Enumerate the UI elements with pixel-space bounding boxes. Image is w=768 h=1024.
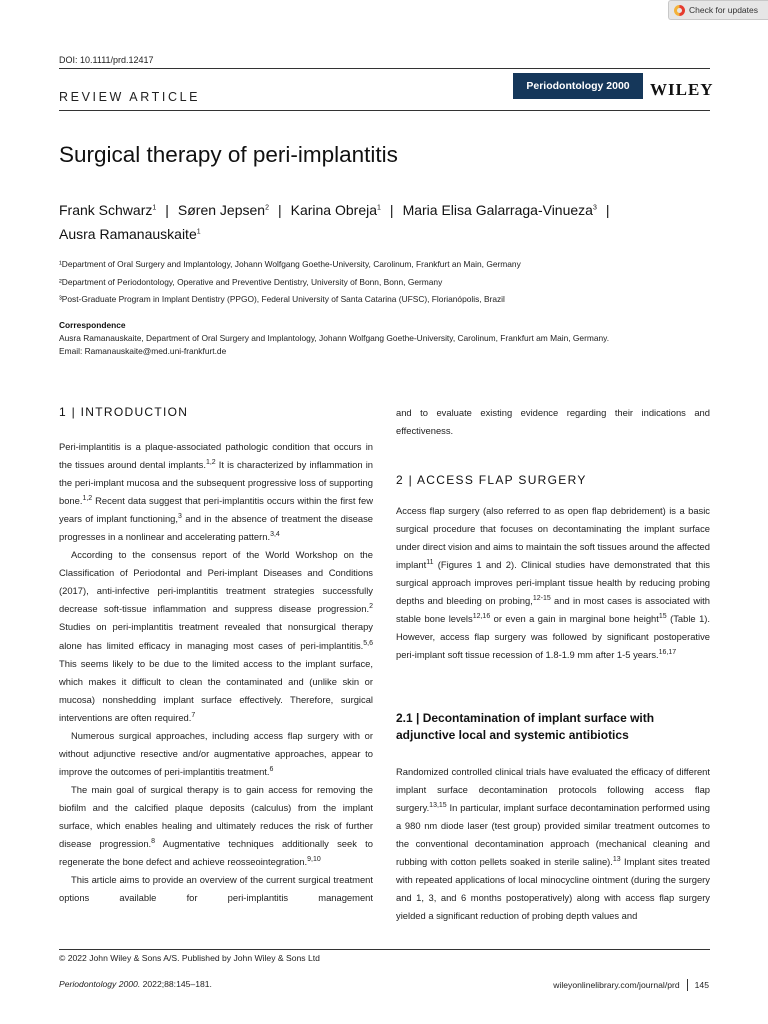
check-updates-icon [674,5,685,16]
footer-right [553,979,709,991]
article-title: Surgical therapy of peri-implantitis [59,142,398,167]
author[interactable]: Maria Elisa Galarraga-Vinueza$^3$ [402,202,597,218]
paragraph: Numerous surgical approaches, including access flap surgery with or without adjunctive resective and/or augmentative approaches, appear to improve the outcomes of peri-implantitis treatment.$^6$ [59,729,373,777]
citation-ref[interactable]: 2 [369,603,373,611]
citation-ref[interactable]: 6 [269,765,274,773]
column-right-lower [396,763,710,925]
citation-ref[interactable]: 9,10 [307,855,321,863]
column-left [59,438,373,907]
doi: DOI: 10.1111/prd.12417 [59,55,154,65]
author[interactable]: Frank Schwarz$^1$ [59,202,157,218]
paragraph: The main goal of surgical therapy is to gain access for removing the biofilm and the calcified plaque deposits (calculus) from the implant surface, which enables healing and ultimately reduces the risk of further disease progression.$^8$ Augmentative techniques additionally seek to regenerate the bone defect and achieve reosseointegration.$^{9,10}$ [59,783,373,868]
paragraph: Peri-implantitis is a plaque-associated pathologic condition that occurs in the tissues around dental implants.$^{1,2}$ It is characterized by inflammation in the peri-implant mucosa and the subsequent progressive loss of supporting bone.$^{1,2}$ Recent data suggest that peri-implantitis occurs within the first few years of implant functioning,$^3$ and in the absence of treatment the disease progresses in a nonlinear and accelerating pattern.$^{3,4}$ [59,441,373,543]
citation-ref[interactable]: 5,6 [363,639,373,647]
header-rule [59,68,710,69]
citation-ref[interactable]: 12,16 [472,613,491,621]
citation-ref[interactable]: 3,4 [270,531,280,539]
copyright: © 2022 John Wiley & Sons A/S. Published by John Wiley & Sons Ltd [59,953,320,963]
citation-ref[interactable]: 1,2 [205,458,216,466]
citation-ref[interactable]: 3 [178,513,182,521]
correspondence-address: Ausra Ramanauskaite, Department of Oral Surgery and Implantology, Johann Wolfgang Goethe-University, Carolinum, Frankfurt am Main, Germany. [59,333,610,343]
citation-ref[interactable]: 11 [426,559,434,567]
citation: Periodontology 2000. 2022;88:145–181. [59,979,212,989]
article-type-rule [59,110,710,111]
citation-ref[interactable]: 13,15 [429,801,447,809]
paragraph: This article aims to provide an overview of the current surgical treatment options available for peri-implantitis management [59,874,373,904]
check-updates-label: Check for updates [689,5,758,15]
journal-url[interactable]: wileyonlinelibrary.com/journal/prd [553,980,680,990]
citation-ref[interactable]: 1,2 [82,495,93,503]
correspondence-heading: Correspondence [59,320,126,330]
author[interactable]: Søren Jepsen$^2$ [177,202,269,218]
article-type: REVIEW ARTICLE [59,90,201,104]
affiliation: ¹Department of Oral Surgery and Implantology, Johann Wolfgang Goethe-University, Carolinum, Frankfurt an Main, Germany [59,259,521,269]
author-list: Frank Schwarz$^1$ | Søren Jepsen$^2$ | Karina Obreja$^1$ | Maria Elisa Galarraga-Vinueza$^3$ | Ausra Ramanauskaite$^1$ [59,202,610,242]
footer-rule [59,949,710,950]
citation-ref[interactable]: 13 [612,856,621,864]
paragraph: Access flap surgery (also referred to as open flap debridement) is a basic surgical procedure that focuses on decontaminating the implant surface under direct vision and aims to maintain the soft tissues around the affected implant$^{11}$ (Figures 1 and 2). Clinical studies have demonstrated that this surgical approach improves peri-implant tissue health by reducing probing depths and bleeding on probing,$^{12-15}$ and in most cases is associated with stable bone levels$^{12,16}$ or even a gain in marginal bone height$^{15}$ (Table 1). However, access flap surgery was followed by significant postoperative peri-implant soft tissue recession of 1.8-1.9 mm after 1-5 years.$^{16,17}$ [396,505,711,661]
section-heading-introduction: 1 | INTRODUCTION [59,405,189,419]
citation-ref[interactable]: 16,17 [658,649,677,657]
correspondence-email[interactable]: Email: Ramanauskaite@med.uni-frankfurt.de [59,346,227,356]
column-right-continuation [396,404,710,440]
affiliation: ²Department of Periodontology, Operative and Preventive Dentistry, University of Bonn, Bonn, Germany [59,277,443,287]
page-number: 145 [694,980,709,990]
footer-divider [687,979,688,991]
author[interactable]: Ausra Ramanauskaite$^1$ [59,226,201,242]
author[interactable]: Karina Obreja$^1$ [290,202,381,218]
paragraph: According to the consensus report of the World Workshop on the Classification of Periodontal and Peri-implant Diseases and Conditions (2017), anti-infective peri-implantitis treatment strategies successfully decrease soft-tissue inflammation and suppress disease progression.$^2$ Studies on peri-implantitis treatment revealed that nonsurgical therapy alone has limited efficacy in managing most cases of peri-implantitis.$^{5,6}$ This seems likely to be due to the limited access to the implant surface, which makes it difficult to clean the contaminated and (unlike skin or mucosa) nonshedding implant surface effectively. Therefore, surgical interventions are often required.$^7$ [59,549,373,723]
check-for-updates-button[interactable] [668,0,768,20]
paragraph: Randomized controlled clinical trials have evaluated the efficacy of different implant surface decontamination protocols following access flap surgery.$^{13,15}$ In particular, implant surface decontamination performed using a 980 nm diode laser (test group) provided similar treatment outcomes to the conventional decontamination approach (mechanical cleaning and rubbing with cotton pellets soaked in sterile saline).$^{13}$ Implant sites treated with repeated applications of local minocycline ointment (during the surgery and 1, 3, and 6 months postoperatively) along with access flap surgery yielded a significant reduction of probing depth values and [396,766,710,922]
citation-ref[interactable]: 12-15 [532,595,551,603]
column-right [396,502,710,664]
paragraph: and to evaluate existing evidence regarding their indications and effectiveness. [396,407,710,437]
affiliation: ³Post-Graduate Program in Implant Dentistry (PPGO), Federal University of Santa Catarina (UFSC), Florianópolis, Brazil [59,294,505,304]
citation-ref[interactable]: 7 [191,711,196,719]
citation-ref[interactable]: 15 [658,613,667,621]
subsection-heading-decontamination: 2.1 | Decontamination of implant surface with adjunctive local and systemic antibiotics [396,711,655,742]
publisher-logo: WILEY [650,80,714,99]
citation-ref[interactable]: 8 [151,837,156,845]
journal-badge: Periodontology 2000 [513,73,643,99]
section-heading-access-flap: 2 | ACCESS FLAP SURGERY [396,473,587,487]
